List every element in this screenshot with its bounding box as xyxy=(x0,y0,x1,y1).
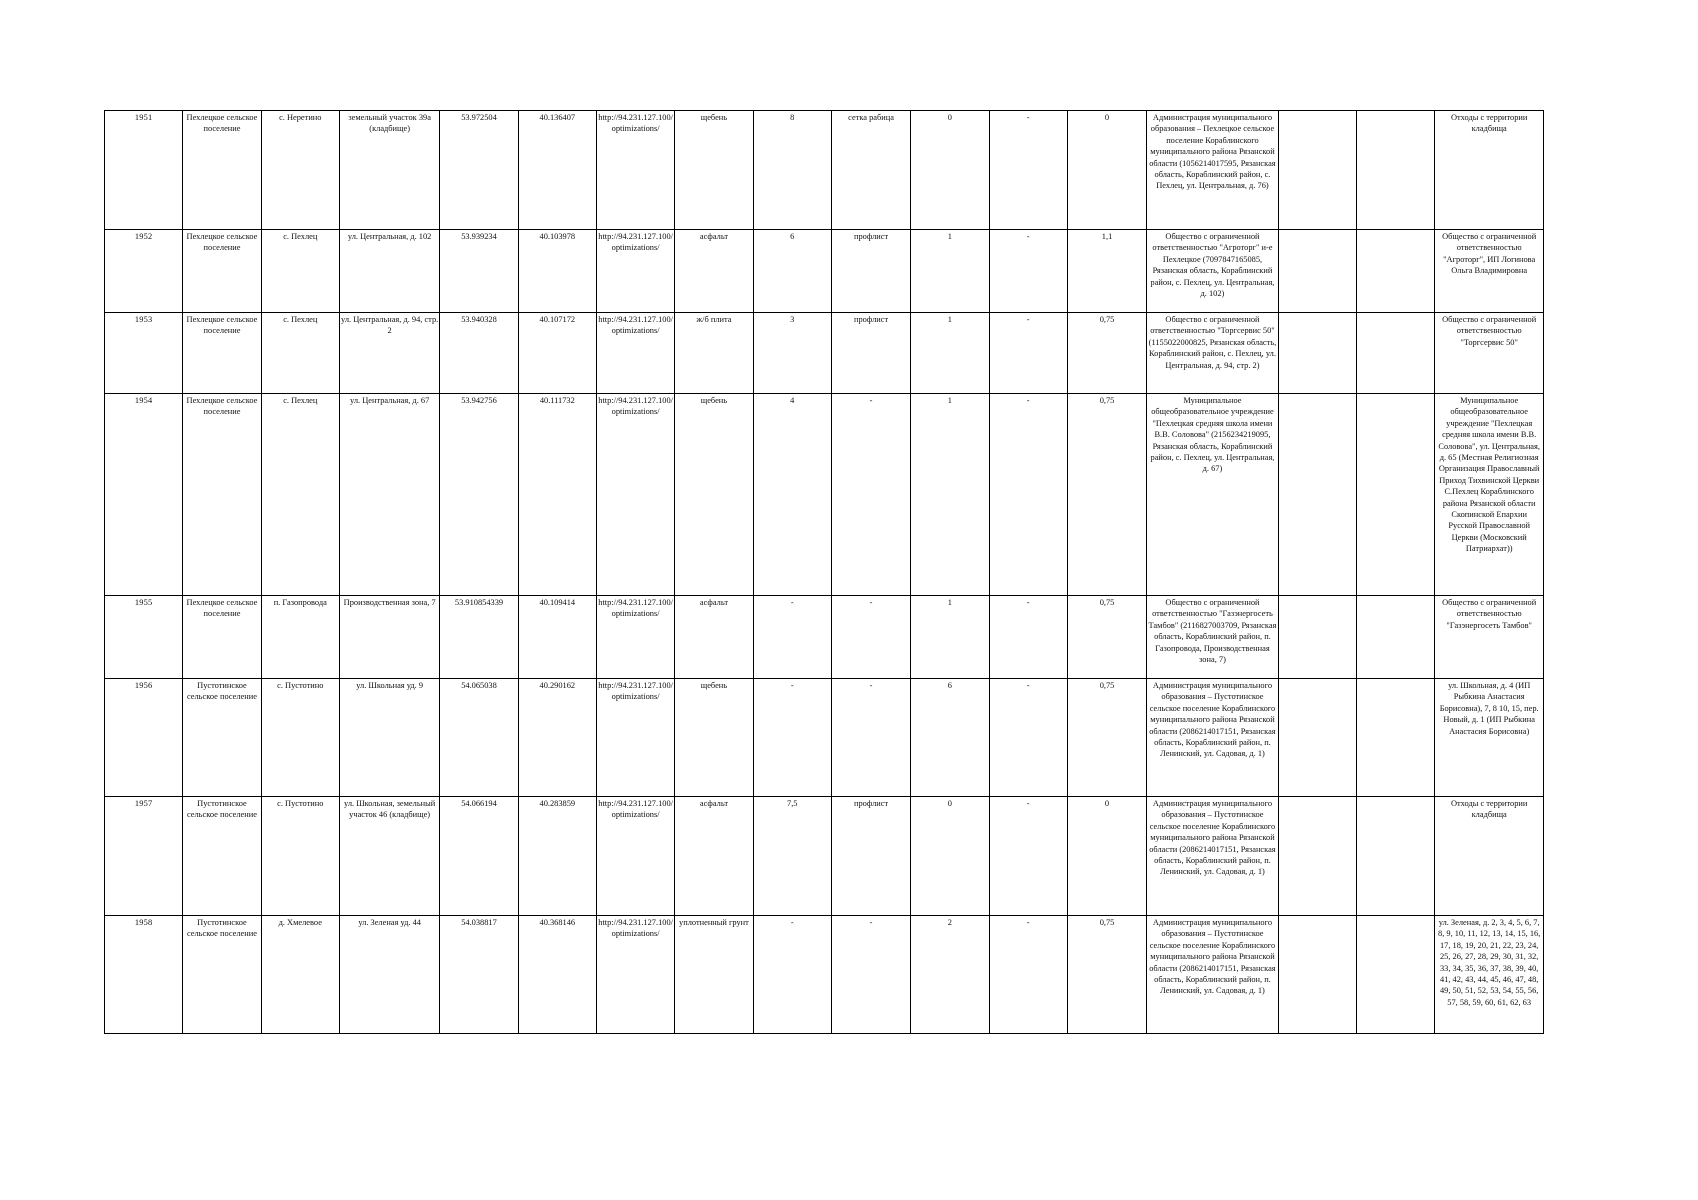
empty-cell xyxy=(1357,797,1435,916)
settlement-cell: Пустотинское сельское поселение xyxy=(183,679,261,797)
empty-cell xyxy=(1357,596,1435,679)
empty-cell xyxy=(1278,797,1356,916)
table-row xyxy=(105,797,1544,916)
area-cell: 7,5 xyxy=(753,797,831,916)
containers-count-cell: 1 xyxy=(911,596,989,679)
locality-cell: с. Неретино xyxy=(261,111,339,230)
volume-cell: 0,75 xyxy=(1067,313,1146,394)
fence-cell: - xyxy=(831,916,910,1034)
containers-count-cell: 2 xyxy=(911,916,989,1034)
volume-cell: 0,75 xyxy=(1067,394,1146,596)
owner-cell: Общество с ограниченной ответственностью "Агроторг" и-е Пехлецкое (7097847165085, Рязанская область, Кораблинский район, с. Пехлец, ул. Центральная, д. 102) xyxy=(1147,230,1279,313)
owner-cell: Администрация муниципального образования – Пустотинское сельское поселение Кораблинского муниципального района Рязанской области (2086214017151, Рязанская область, Кораблинский район, п. Ленинский, ул. Садовая, д. 1) xyxy=(1147,679,1279,797)
row-number: 1956 xyxy=(105,679,183,797)
volume-cell: 1,1 xyxy=(1067,230,1146,313)
table-row xyxy=(105,394,1544,596)
longitude-cell: 40.109414 xyxy=(518,596,596,679)
waste-sources-cell: ул. Зеленая, д. 2, 3, 4, 5, 6, 7, 8, 9, 10, 11, 12, 13, 14, 15, 16, 17, 18, 19, 20, 21, 22, 23, 24, 25, 26, 27, 28, 29, 30, 31, 32, 33, 34, 35, 36, 37, 38, 39, 40, 41, 42, 43, 44, 45, 46, 47, 48, 49, 50, 51, 52, 53, 54, 55, 56, 57, 58, 59, 60, 61, 62, 63 xyxy=(1435,916,1544,1034)
containers-count-cell: 6 xyxy=(911,679,989,797)
surface-cell: ж/б плита xyxy=(675,313,753,394)
map-url-cell: http://94.231.127.100/optimizations/ xyxy=(596,394,674,596)
surface-cell: щебень xyxy=(675,394,753,596)
empty-cell xyxy=(1357,916,1435,1034)
fence-cell: - xyxy=(831,679,910,797)
table-row xyxy=(105,111,1544,230)
waste-sources-cell: ул. Школьная, д. 4 (ИП Рыбкина Анастасия Борисовна), 7, 8 10, 15, пер. Новый, д. 1 (ИП Рыбкина Анастасия Борисовна) xyxy=(1435,679,1544,797)
table-row xyxy=(105,679,1544,797)
owner-cell: Администрация муниципального образования – Пехлецкое сельское поселение Кораблинского муниципального района Рязанской области (1056214017595, Рязанская область, Кораблинский район, с. Пехлец, ул. Центральная, д. 76) xyxy=(1147,111,1279,230)
latitude-cell: 53.972504 xyxy=(440,111,518,230)
map-url-cell: http://94.231.127.100/optimizations/ xyxy=(596,797,674,916)
latitude-cell: 53.942756 xyxy=(440,394,518,596)
fence-cell: профлист xyxy=(831,797,910,916)
row-number: 1954 xyxy=(105,394,183,596)
settlement-cell: Пехлецкое сельское поселение xyxy=(183,111,261,230)
waste-sources-cell: Муниципальное общеобразовательное учреждение "Пехлецкая средняя школа имени В.В. Соловова", ул. Центральная, д. 65 (Местная Религиозная Организация Православный Приход Тихвинской Церкви С.Пехлец Кораблинского района Рязанской области Скопинской Епархии Русской Православной Церкви (Московский Патриархат)) xyxy=(1435,394,1544,596)
registry-table xyxy=(104,110,1544,1034)
surface-cell: асфальт xyxy=(675,230,753,313)
owner-cell: Муниципальное общеобразовательное учреждение "Пехлецкая средняя школа имени В.В. Соловова" (2156234219095, Рязанская область, Кораблинский район, с. Пехлец, ул. Центральная, д. 67) xyxy=(1147,394,1279,596)
table-row xyxy=(105,313,1544,394)
volume-cell: 0 xyxy=(1067,797,1146,916)
address-cell: ул. Центральная, д. 102 xyxy=(339,230,439,313)
empty-cell xyxy=(1278,230,1356,313)
locality-cell: с. Пехлец xyxy=(261,394,339,596)
bunkers-cell: - xyxy=(989,111,1067,230)
bunkers-cell: - xyxy=(989,679,1067,797)
empty-cell xyxy=(1278,313,1356,394)
containers-count-cell: 1 xyxy=(911,394,989,596)
address-cell: ул. Центральная, д. 67 xyxy=(339,394,439,596)
map-url-cell: http://94.231.127.100/optimizations/ xyxy=(596,230,674,313)
empty-cell xyxy=(1278,916,1356,1034)
locality-cell: с. Пехлец xyxy=(261,230,339,313)
longitude-cell: 40.283859 xyxy=(518,797,596,916)
locality-cell: д. Хмелевое xyxy=(261,916,339,1034)
fence-cell: - xyxy=(831,394,910,596)
empty-cell xyxy=(1357,394,1435,596)
row-number: 1952 xyxy=(105,230,183,313)
map-url-cell: http://94.231.127.100/optimizations/ xyxy=(596,596,674,679)
map-url-cell: http://94.231.127.100/optimizations/ xyxy=(596,679,674,797)
longitude-cell: 40.136407 xyxy=(518,111,596,230)
owner-cell: Общество с ограниченной ответственностью "Газэнергосеть Тамбов" (2116827003709, Рязанская область, Кораблинский район, п. Газопровода, Производственная зона, 7) xyxy=(1147,596,1279,679)
empty-cell xyxy=(1278,394,1356,596)
area-cell: 4 xyxy=(753,394,831,596)
area-cell: 6 xyxy=(753,230,831,313)
bunkers-cell: - xyxy=(989,596,1067,679)
containers-count-cell: 0 xyxy=(911,111,989,230)
settlement-cell: Пехлецкое сельское поселение xyxy=(183,596,261,679)
empty-cell xyxy=(1357,111,1435,230)
bunkers-cell: - xyxy=(989,797,1067,916)
locality-cell: с. Пустотино xyxy=(261,797,339,916)
table-row xyxy=(105,596,1544,679)
bunkers-cell: - xyxy=(989,394,1067,596)
empty-cell xyxy=(1357,230,1435,313)
owner-cell: Администрация муниципального образования – Пустотинское сельское поселение Кораблинского муниципального района Рязанской области (2086214017151, Рязанская область, Кораблинский район, п. Ленинский, ул. Садовая, д. 1) xyxy=(1147,797,1279,916)
row-number: 1951 xyxy=(105,111,183,230)
latitude-cell: 54.066194 xyxy=(440,797,518,916)
address-cell: ул. Школьная, земельный участок 46 (кладбище) xyxy=(339,797,439,916)
table-row xyxy=(105,230,1544,313)
surface-cell: щебень xyxy=(675,679,753,797)
longitude-cell: 40.368146 xyxy=(518,916,596,1034)
owner-cell: Общество с ограниченной ответственностью "Торгсервис 50" (1155022000825, Рязанская область, Кораблинский район, с. Пехлец, ул. Центральная, д. 94, стр. 2) xyxy=(1147,313,1279,394)
area-cell: 3 xyxy=(753,313,831,394)
address-cell: ул. Школьная уд. 9 xyxy=(339,679,439,797)
empty-cell xyxy=(1357,679,1435,797)
waste-sources-cell: Общество с ограниченной ответственностью "Газэнергосеть Тамбов" xyxy=(1435,596,1544,679)
settlement-cell: Пустотинское сельское поселение xyxy=(183,916,261,1034)
fence-cell: - xyxy=(831,596,910,679)
fence-cell: профлист xyxy=(831,313,910,394)
empty-cell xyxy=(1278,679,1356,797)
surface-cell: уплотненный грунт xyxy=(675,916,753,1034)
longitude-cell: 40.111732 xyxy=(518,394,596,596)
locality-cell: п. Газопровода xyxy=(261,596,339,679)
waste-sources-cell: Общество с ограниченной ответственностью "Торгсервис 50" xyxy=(1435,313,1544,394)
settlement-cell: Пехлецкое сельское поселение xyxy=(183,313,261,394)
row-number: 1957 xyxy=(105,797,183,916)
area-cell: - xyxy=(753,916,831,1034)
bunkers-cell: - xyxy=(989,230,1067,313)
address-cell: земельный участок 39а (кладбище) xyxy=(339,111,439,230)
volume-cell: 0,75 xyxy=(1067,679,1146,797)
settlement-cell: Пустотинское сельское поселение xyxy=(183,797,261,916)
latitude-cell: 54.065038 xyxy=(440,679,518,797)
surface-cell: асфальт xyxy=(675,797,753,916)
area-cell: 8 xyxy=(753,111,831,230)
fence-cell: профлист xyxy=(831,230,910,313)
owner-cell: Администрация муниципального образования – Пустотинское сельское поселение Кораблинского муниципального района Рязанской области (2086214017151, Рязанская область, Кораблинский район, п. Ленинский, ул. Садовая, д. 1) xyxy=(1147,916,1279,1034)
map-url-cell: http://94.231.127.100/optimizations/ xyxy=(596,111,674,230)
containers-count-cell: 0 xyxy=(911,797,989,916)
waste-sources-cell: Общество с ограниченной ответственностью "Агроторг", ИП Логинова Ольга Владимировна xyxy=(1435,230,1544,313)
empty-cell xyxy=(1357,313,1435,394)
volume-cell: 0 xyxy=(1067,111,1146,230)
address-cell: ул. Центральная, д. 94, стр. 2 xyxy=(339,313,439,394)
address-cell: ул. Зеленая уд. 44 xyxy=(339,916,439,1034)
empty-cell xyxy=(1278,111,1356,230)
longitude-cell: 40.107172 xyxy=(518,313,596,394)
longitude-cell: 40.290162 xyxy=(518,679,596,797)
fence-cell: сетка рабица xyxy=(831,111,910,230)
containers-count-cell: 1 xyxy=(911,313,989,394)
surface-cell: щебень xyxy=(675,111,753,230)
latitude-cell: 53.940328 xyxy=(440,313,518,394)
settlement-cell: Пехлецкое сельское поселение xyxy=(183,394,261,596)
area-cell: - xyxy=(753,679,831,797)
locality-cell: с. Пустотино xyxy=(261,679,339,797)
containers-count-cell: 1 xyxy=(911,230,989,313)
volume-cell: 0,75 xyxy=(1067,916,1146,1034)
bunkers-cell: - xyxy=(989,916,1067,1034)
map-url-cell: http://94.231.127.100/optimizations/ xyxy=(596,313,674,394)
bunkers-cell: - xyxy=(989,313,1067,394)
waste-sources-cell: Отходы с территории кладбища xyxy=(1435,111,1544,230)
settlement-cell: Пехлецкое сельское поселение xyxy=(183,230,261,313)
surface-cell: асфальт xyxy=(675,596,753,679)
map-url-cell: http://94.231.127.100/optimizations/ xyxy=(596,916,674,1034)
row-number: 1953 xyxy=(105,313,183,394)
longitude-cell: 40.103978 xyxy=(518,230,596,313)
row-number: 1958 xyxy=(105,916,183,1034)
empty-cell xyxy=(1278,596,1356,679)
registry-body xyxy=(105,111,1544,1034)
row-number: 1955 xyxy=(105,596,183,679)
latitude-cell: 54.038817 xyxy=(440,916,518,1034)
waste-sources-cell: Отходы с территории кладбища xyxy=(1435,797,1544,916)
address-cell: Производственная зона, 7 xyxy=(339,596,439,679)
volume-cell: 0,75 xyxy=(1067,596,1146,679)
locality-cell: с. Пехлец xyxy=(261,313,339,394)
table-row xyxy=(105,916,1544,1034)
area-cell: - xyxy=(753,596,831,679)
latitude-cell: 53.910854339 xyxy=(440,596,518,679)
latitude-cell: 53.939234 xyxy=(440,230,518,313)
